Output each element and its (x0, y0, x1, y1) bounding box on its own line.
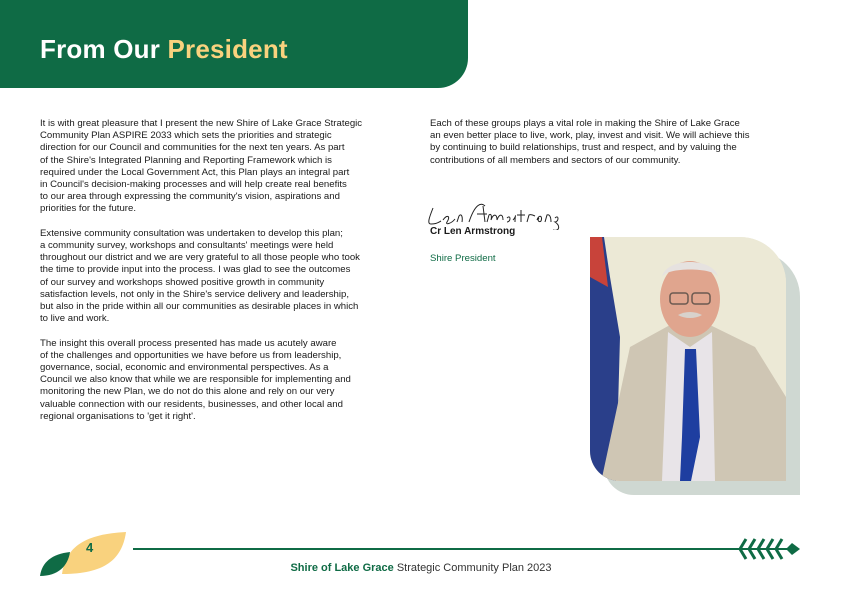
paragraph: Each of these groups plays a vital role in making the Shire of Lake Grace an even better place to live, work, play, invest and visit. We will achieve this by continuing to build relationships, trust and respect, and by valuing the contributions of all members and sectors of our community. (430, 118, 750, 166)
footer-divider (133, 548, 740, 550)
footer-title: Shire of Lake Grace Strategic Community Plan 2023 (290, 562, 552, 574)
page-title: From Our President (40, 34, 288, 64)
wheat-icon (736, 537, 800, 561)
paragraph: It is with great pleasure that I present the new Shire of Lake Grace Strategic Community Plan ASPIRE 2033 which sets the priorities and strategic direction for our Council and communities for the next ten years. As part of the Shire's Integrated Planning and Reporting Framework which is required under the Local Government Act, this Plan plays an integral part in Council's decision-making processes and will help create real benefits to our area through expressing the community's vision, aspirations and priorities for the future. (40, 118, 363, 215)
left-column (40, 118, 430, 435)
page-number: 4 (86, 540, 94, 555)
president-name: Cr Len Armstrong (430, 226, 516, 237)
paragraph: The insight this overall process presented has made us acutely aware of the challenges and opportunities we have before us from leadership, governance, social, economic and environmental perspectives. As a Council we also know that while we are responsible for implementing and monitoring the new Plan, we do not do this alone and rely on our very valuable connection with our residents, businesses, and other local and regional organisations to 'get it right'. (40, 337, 351, 422)
header-band (0, 0, 468, 88)
president-role: Shire President (430, 253, 496, 264)
paragraph: Extensive community consultation was undertaken to develop this plan; a community survey, workshops and consultants' meetings were held throughout our district and we are very grateful to all those people who took the time to provide input into the process. I was glad to see the outcomes of our survey and workshops showed positive growth in community satisfaction levels, not only in the Shire's service delivery and leadership, but also in the pride within all our communities as desirable places in which to live and work. (40, 227, 360, 325)
president-photo (590, 237, 786, 481)
right-column (430, 118, 820, 179)
